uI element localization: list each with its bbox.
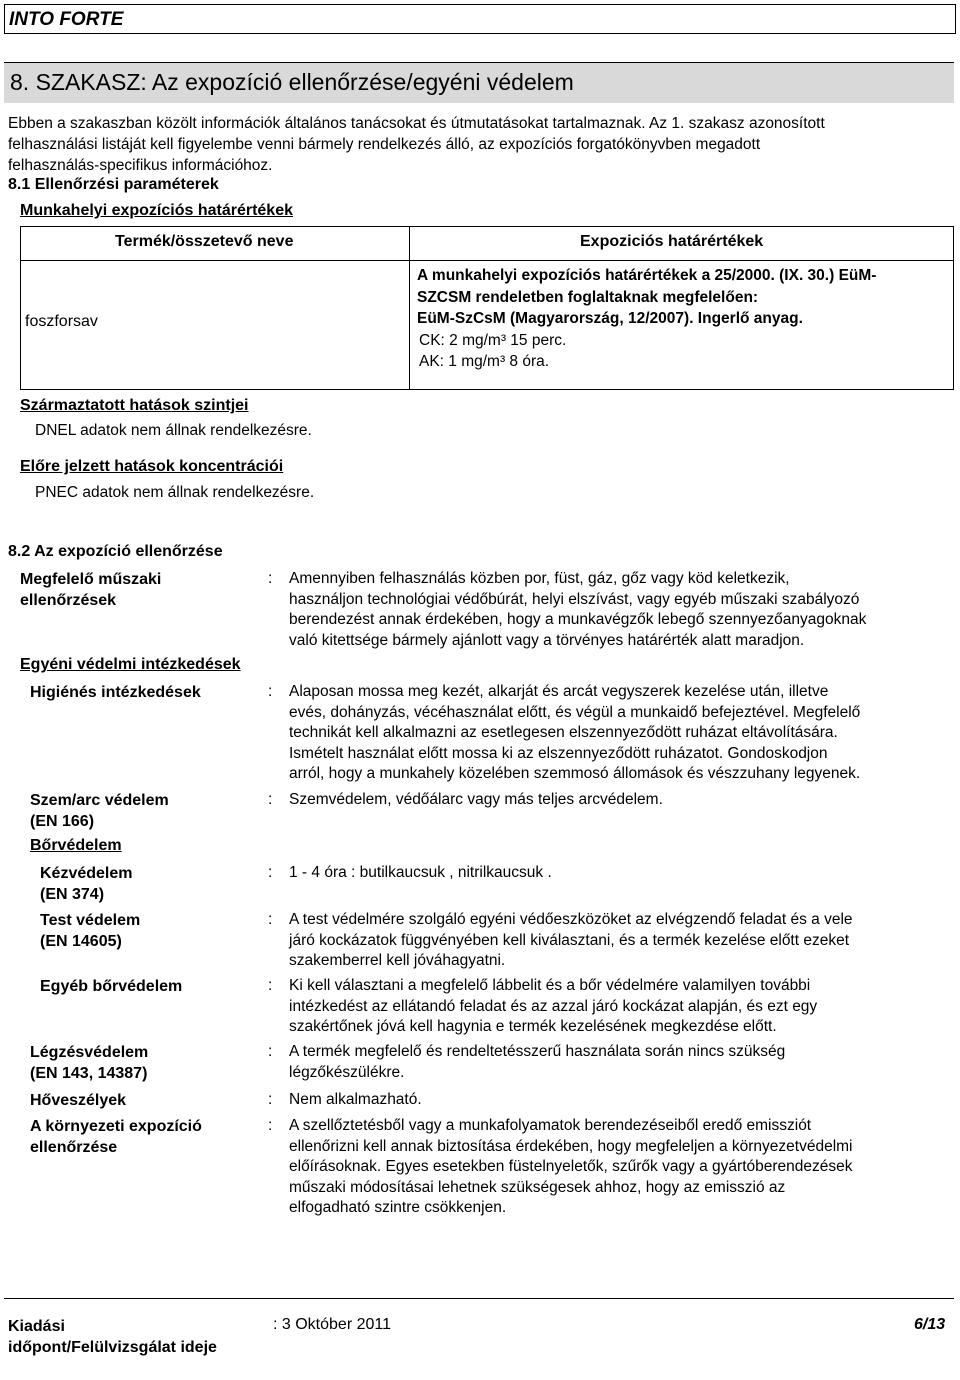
table-divider-horizontal: [21, 260, 953, 261]
engineering-controls-text: Amennyiben felhasználás közben por, füst, gáz, gőz vagy köd keletkezik, használjon technológiai védőbúrát, helyi elszívást, vagy egyéb műszaki szabályozó berendezést annak érdekében, hogy a munkavégzők lebegő szennyezőanyagoknak való kitettsége bármely ajánlott vagy a törvényes határérték alatt maradjon.: [289, 570, 867, 649]
hand-protection-label: Kézvédelem (EN 374): [40, 865, 133, 903]
respiratory-colon: :: [268, 1043, 273, 1060]
other-skin-protection-text: Ki kell választani a megfelelő lábbelit és a bőr védelmére valamilyen további intézkedést az ellátandó feladat és az azzal járó kockázat alapján, és ezt egy szakértőnek jóvá kell hagynia e termék kezelésének megkezdése előtt.: [289, 977, 818, 1035]
pnec-heading: Előre jelzett hatások koncentrációi: [20, 458, 284, 475]
environmental-colon: :: [268, 1117, 273, 1134]
subsection-8-1-title: 8.1 Ellenőrzési paraméterek: [8, 176, 219, 193]
hand-protection-text: 1 - 4 óra : butilkaucsuk , nitrilkaucsuk .: [289, 864, 552, 881]
eye-protection-text: Szemvédelem, védőálarc vagy más teljes arcvédelem.: [289, 791, 663, 808]
table-cell-product: foszforsav: [25, 313, 98, 330]
engineering-colon: :: [268, 570, 273, 587]
environmental-exposure-text: A szellőztetésből vagy a munkafolyamatok berendezéseiből eredő emissziót ellenőrizni kell annak biztosítása érdekében, hogy megfeleljen a környezetvédelmi előírásoknak. Egyes esetekben füstelnyeletők, szűrők vagy a gyártóberendezések műszaki módosításai lehetnek szükségesek ahhoz, hogy az emisszió az elfogadható szintre csökkenjen.: [289, 1117, 853, 1216]
table-header-limits: Expoziciós határértékek: [580, 233, 764, 250]
table-header-product: Termék/összetevő neve: [115, 233, 294, 250]
thermal-hazards-text: Nem alkalmazható.: [289, 1091, 422, 1108]
body-protection-text: A test védelmére szolgáló egyéni védőeszközöket az elvégzendő feladat és a vele járó kockázatok függvényében kell kiválasztani, és a termék kezelése előtt ezeket szakemberrel kell jóváhagyatni.: [289, 911, 853, 969]
body-protection-label: Test védelem (EN 14605): [40, 912, 141, 950]
hygiene-label: Higiénés intézkedések: [30, 684, 201, 701]
footer-date: : 3 Október 2011: [273, 1316, 391, 1333]
hygiene-text: Alaposan mossa meg kezét, alkarját és arcát vegyszerek kezelése után, illetve evés, dohányzás, vécéhasználat előtt, és végül a munkaidő befejeztével. Megfelelő technikát kell alkalmazni az esetlegesen elszennyeződött ruházat eltávolítására. Ismételt használat előtt mossa ki az elszennyeződött ruházatot. Gondoskodjon arról, hogy a munkahely közelében szemmosó állomások és vészzuhany legyenek.: [289, 683, 861, 782]
respiratory-protection-label: Légzésvédelem (EN 143, 14387): [30, 1044, 149, 1082]
dnel-text: DNEL adatok nem állnak rendelkezésre.: [35, 422, 312, 439]
pnec-text: PNEC adatok nem állnak rendelkezésre.: [35, 484, 315, 501]
eye-protection-label: Szem/arc védelem (EN 166): [30, 792, 169, 830]
product-name: INTO FORTE: [9, 9, 124, 30]
footer-date-label: Kiadási időpont/Felülvizsgálat ideje: [8, 1318, 217, 1356]
respiratory-protection-text: A termék megfelelő és rendeltetésszerű használata során nincs szükség légzőkészülékre.: [289, 1043, 786, 1081]
section-banner: [4, 62, 954, 103]
hygiene-colon: :: [268, 683, 273, 700]
table-divider-vertical: [409, 227, 410, 389]
skin-protection-heading: Bőrvédelem: [30, 837, 122, 854]
dnel-heading: Származtatott hatások szintjei: [20, 397, 249, 414]
section-title: 8. SZAKASZ: Az expozíció ellenőrzése/egyéni védelem: [10, 69, 574, 95]
hand-colon: :: [268, 864, 273, 881]
other-skin-colon: :: [268, 977, 273, 994]
oel-heading: Munkahelyi expozíciós határértékek: [20, 202, 293, 219]
header-bar: [4, 4, 956, 34]
page-number: 6/13: [914, 1316, 946, 1333]
body-colon: :: [268, 911, 273, 928]
environmental-exposure-label: A környezeti expozíció ellenőrzése: [30, 1118, 202, 1156]
engineering-controls-label: Megfelelő műszaki ellenőrzések: [20, 571, 162, 609]
other-skin-protection-label: Egyéb bőrvédelem: [40, 978, 183, 995]
personal-protection-heading: Egyéni védelmi intézkedések: [20, 656, 241, 673]
thermal-colon: :: [268, 1091, 273, 1108]
thermal-hazards-label: Hőveszélyek: [30, 1092, 127, 1109]
table-cell-limits: A munkahelyi expozíciós határértékek a 25/2000. (IX. 30.) EüM- SZCSM rendeletben foglaltaknak megfelelően: EüM-SzCsM (Magyarország, 12/2007). Ingerlő anyag. CK: 2 mg/m³ 15 perc. AK: 1 mg/m³ 8 óra.: [417, 267, 877, 370]
subsection-8-2-title: 8.2 Az expozíció ellenőrzése: [8, 543, 223, 560]
eye-colon: :: [268, 791, 273, 808]
oel-table: [20, 226, 954, 390]
footer-divider: [4, 1298, 954, 1299]
section-intro: Ebben a szakaszban közölt információk általános tanácsokat és útmutatásokat tartalmaznak. Az 1. szakasz azonosított felhasználási listáját kell figyelembe venni bármely rendelkezés álló, az expozíciós forgatókönyvben megadott felhasználás-specifikus információhoz.: [8, 115, 825, 174]
